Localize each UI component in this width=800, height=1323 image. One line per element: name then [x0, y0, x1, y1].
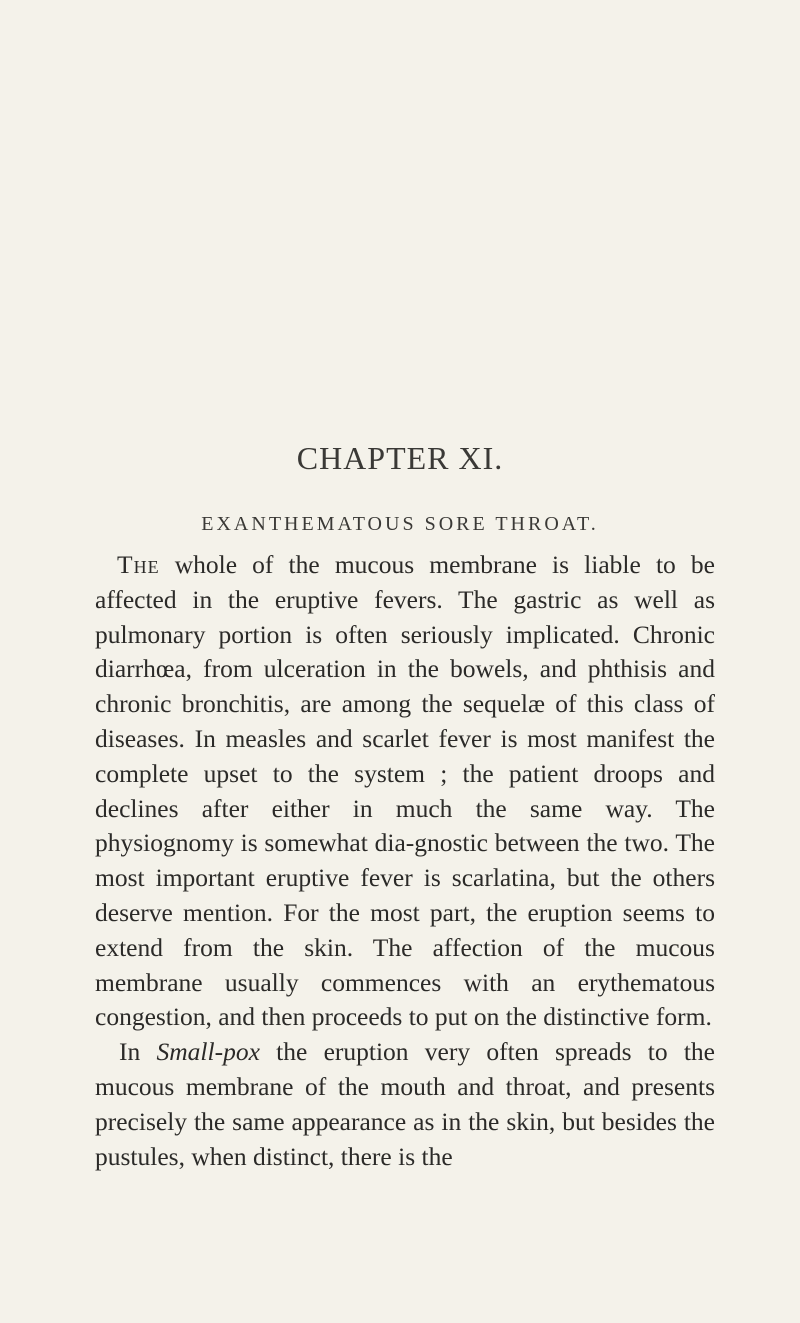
- chapter-title: CHAPTER XI.: [296, 440, 504, 476]
- paragraph-lead-word: In: [119, 1037, 157, 1067]
- section-title: EXANTHEMATOUS SORE THROAT.: [201, 513, 599, 535]
- paragraph-lead-word: The: [117, 550, 160, 579]
- body-text: [95, 548, 715, 1174]
- paragraph: [95, 1035, 715, 1174]
- emphasized-term: Small-pox: [156, 1037, 260, 1067]
- paragraph-text: whole of the mucous membrane is liable to be affected in the eruptive fevers. The gastric as well as pulmonary portion is often seriously implicated. Chronic diarrhœa, from ulceration in the bowels, and phthisis and chronic bronchitis, are among the sequelæ of this class of diseases. In measles and scarlet fever is most manifest the complete upset to the system ; the patient droops and declines after either in much the same way. The physiognomy is somewhat dia-gnostic between the two. The most important eruptive fever is scarlatina, but the others deserve mention. For the most part, the eruption seems to extend from the skin. The affection of the mucous membrane usually commences with an erythematous congestion, and then proceeds to put on the distinctive form.: [95, 550, 715, 1032]
- paragraph: [95, 548, 715, 1035]
- paragraph-text: the eruption very often spreads to the mucous membrane of the mouth and throat, and presents precisely the same appearance as in the skin, but besides the pustules, when distinct, there is the: [95, 1037, 715, 1171]
